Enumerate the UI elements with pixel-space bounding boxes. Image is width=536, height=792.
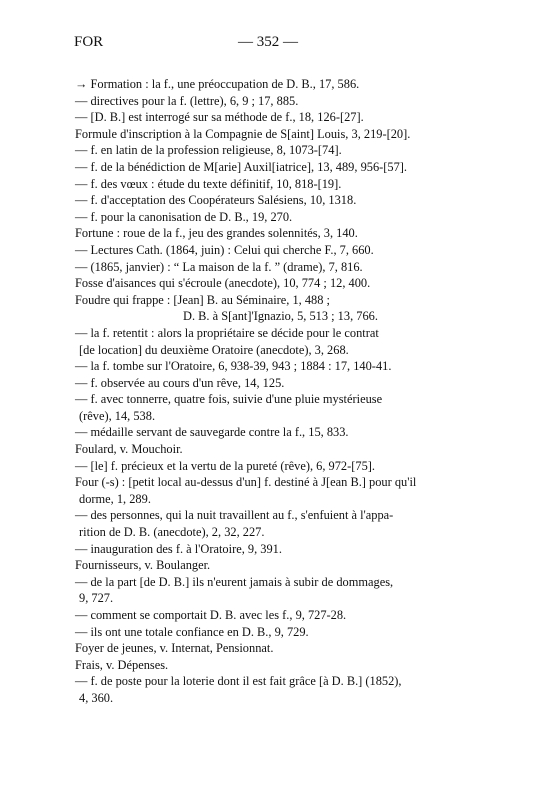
entry-formule-benediction: — f. de la bénédiction de M[arie] Auxil[iatrice], 13, 489, 956-[57]. — [75, 159, 408, 174]
entry-fortune-drame: — (1865, janvier) : “ La maison de la f. ” (drame), 7, 816. — [75, 259, 363, 274]
entry-fournisseurs-dommages-cont: 9, 727. — [79, 591, 114, 606]
entry-formule: Formule d'inscription à la Compagnie de S[aint] Louis, 3, 219-[20]. — [75, 126, 411, 141]
entry-formule-cooperateurs: — f. d'acceptation des Coopérateurs Salésiens, 10, 1318. — [75, 193, 357, 208]
entry-foudre: Foudre qui frappe : [Jean] B. au Séminaire, 1, 488 ; — [75, 292, 330, 307]
entry-fournisseurs: Fournisseurs, v. Boulanger. — [75, 558, 211, 573]
entry-formule-voeux: — f. des vœux : étude du texte définitif, 10, 818-[19]. — [75, 176, 342, 191]
entry-foudre-tombe: — la f. tombe sur l'Oratoire, 6, 938-39, 943 ; 1884 : 17, 140-41. — [75, 359, 392, 374]
entry-four-cont: dorme, 1, 289. — [79, 491, 151, 506]
entry-foulard-precieux: — [le] f. précieux et la vertu de la pureté (rêve), 6, 972-[75]. — [75, 458, 375, 473]
entry-fortune-lectures: — Lectures Cath. (1864, juin) : Celui qui cherche F., 7, 660. — [75, 242, 374, 257]
entry-four-personnes-cont: rition de D. B. (anecdote), 2, 32, 227. — [79, 525, 265, 540]
entry-frais-poste-cont: 4, 360. — [79, 690, 114, 705]
entry-foudre-reve: — f. observée au cours d'un rêve, 14, 125. — [75, 375, 285, 390]
entry-foyer: Foyer de jeunes, v. Internat, Pensionnat. — [75, 641, 274, 656]
entry-four-personnes: — des personnes, qui la nuit travaillent au f., s'enfuient à l'appa- — [75, 508, 394, 523]
entry-formule-latin: — f. en latin de la profession religieuse, 8, 1073-[74]. — [75, 143, 342, 158]
entry-frais: Frais, v. Dépenses. — [75, 657, 169, 672]
entry-foudre-cont: D. B. à S[ant]'Ignazio, 5, 513 ; 13, 766. — [183, 309, 378, 324]
entry-four-inauguration: — inauguration des f. à l'Oratoire, 9, 391. — [75, 541, 282, 556]
running-head: FOR — [74, 34, 104, 50]
entry-formation-methode: — [D. B.] est interrogé sur sa méthode de f., 18, 126-[27]. — [75, 110, 364, 125]
entry-formation-directives: — directives pour la f. (lettre), 6, 9 ; 17, 885. — [75, 93, 299, 108]
entry-foulard: Foulard, v. Mouchoir. — [75, 442, 183, 457]
page-number: — 352 — — [238, 34, 298, 50]
entry-fosse: Fosse d'aisances qui s'écroule (anecdote), 10, 774 ; 12, 400. — [75, 276, 371, 291]
entry-four: Four (-s) : [petit local au-dessus d'un] f. destiné à J[ean B.] pour qu'il — [75, 475, 417, 490]
entry-foudre-tonnerre: — f. avec tonnerre, quatre fois, suivie d'une pluie mystérieuse — [75, 392, 383, 407]
entry-fournisseurs-comportait: — comment se comportait D. B. avec les f., 9, 727-28. — [75, 608, 347, 622]
entry-foudre-retentit-cont: [de location] du deuxième Oratoire (anecdote), 3, 268. — [79, 342, 349, 357]
entry-foudre-tonnerre-cont: (rêve), 14, 538. — [79, 408, 156, 423]
entry-foudre-retentit: — la f. retentit : alors la propriétaire se décide pour le contrat — [75, 325, 379, 340]
entry-fournisseurs-confiance: — ils ont une totale confiance en D. B., 9, 729. — [75, 624, 309, 639]
entry-foudre-medaille: — médaille servant de sauvegarde contre la f., 15, 833. — [75, 425, 349, 440]
entry-fortune: Fortune : roue de la f., jeu des grandes solennités, 3, 140. — [75, 226, 358, 241]
index-entries — [75, 76, 485, 707]
entry-formation: → Formation : la f., une préoccupation de D. B., 17, 586. — [75, 77, 360, 91]
entry-fournisseurs-dommages: — de la part [de D. B.] ils n'eurent jamais à subir de dommages, — [75, 574, 394, 589]
entry-formule-canonisation: — f. pour la canonisation de D. B., 19, 270. — [75, 209, 293, 224]
entry-frais-poste: — f. de poste pour la loterie dont il est fait grâce [à D. B.] (1852), — [75, 674, 402, 689]
